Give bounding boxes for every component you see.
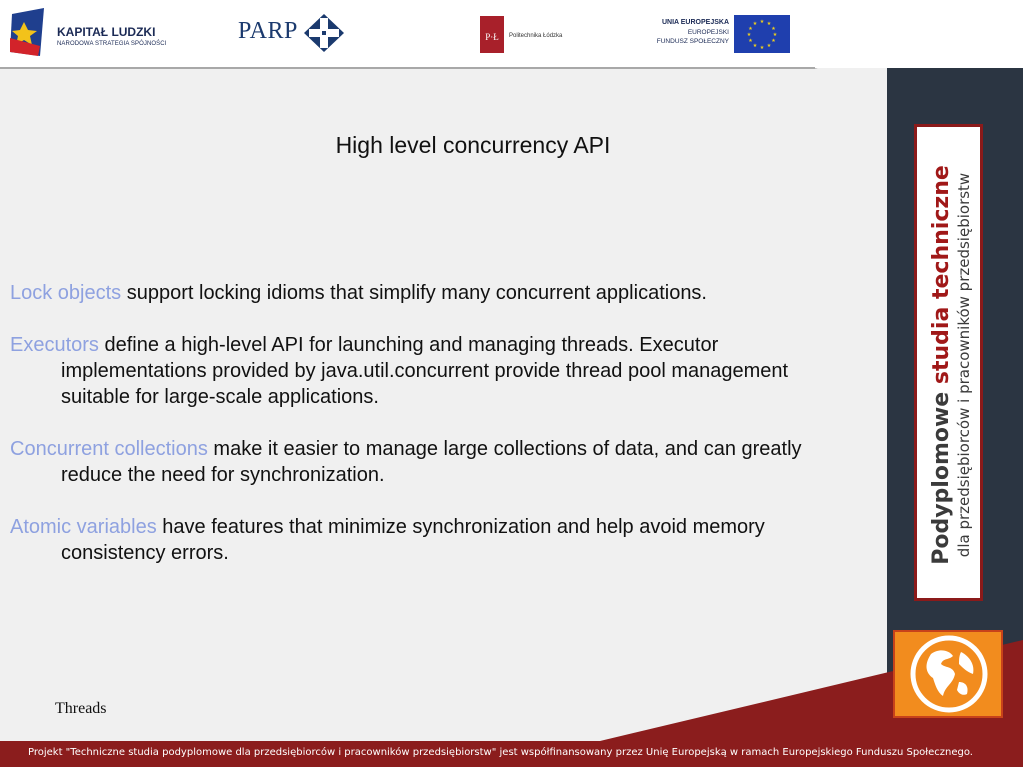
svg-text:★: ★ bbox=[752, 43, 758, 49]
header-bar bbox=[0, 0, 1023, 68]
item-text: make it easier to manage large collections of data, and can greatly reduce the need for synchronization. bbox=[61, 438, 802, 486]
link-atomic-variables[interactable]: Atomic variables bbox=[10, 516, 157, 538]
studies-banner bbox=[914, 124, 983, 601]
eu-line2: EUROPEJSKI bbox=[687, 29, 729, 36]
kapital-ludzki-title: KAPITAŁ LUDZKI bbox=[57, 25, 156, 39]
svg-text:★: ★ bbox=[759, 19, 765, 25]
parp-logo bbox=[238, 14, 348, 54]
link-executors[interactable]: Executors bbox=[10, 334, 99, 356]
svg-text:★: ★ bbox=[746, 32, 752, 38]
svg-text:★: ★ bbox=[771, 38, 776, 44]
svg-text:★: ★ bbox=[766, 21, 772, 27]
svg-text:★: ★ bbox=[752, 21, 758, 27]
eu-flag-icon bbox=[734, 15, 790, 53]
link-lock-objects[interactable]: Lock objects bbox=[10, 282, 122, 304]
banner-word2: studia bbox=[929, 306, 954, 385]
item-text: support locking idioms that simplify many concurrent applications. bbox=[121, 282, 707, 304]
svg-text:★: ★ bbox=[748, 38, 753, 44]
list-item bbox=[10, 514, 850, 566]
globe-icon bbox=[909, 634, 989, 714]
kapital-ludzki-icon bbox=[10, 8, 50, 58]
svg-text:P·Ł: P·Ł bbox=[485, 32, 499, 42]
svg-text:★: ★ bbox=[759, 45, 765, 51]
parp-icon bbox=[304, 14, 344, 52]
header-divider bbox=[0, 67, 815, 69]
politechnika-icon bbox=[480, 16, 506, 54]
item-text: define a high-level API for launching and managing threads. Executor implementations provided by java.util.concurrent provide thread pool management suitable for large-scale applications. bbox=[61, 334, 789, 408]
politechnika-label: Politechnika Łódzka bbox=[509, 33, 563, 39]
kapital-ludzki-subtitle: NARODOWA STRATEGIA SPÓJNOŚCI bbox=[57, 41, 167, 47]
link-concurrent-collections[interactable]: Concurrent collections bbox=[10, 438, 208, 460]
slide-footer-label: Threads bbox=[55, 700, 107, 717]
footer-text: Projekt "Techniczne studia podyplomowe dla przedsiębiorców i pracowników przedsiębiorstw" jest współfinansowany przez Unię Europejską w ramach Europejskiego Funduszu Społecznego. bbox=[28, 747, 973, 758]
svg-text:★: ★ bbox=[748, 26, 753, 32]
footer-bar bbox=[0, 741, 1023, 767]
banner-word3: techniczne bbox=[929, 165, 954, 299]
banner-word1: Podyplomowe bbox=[929, 391, 954, 565]
svg-text:★: ★ bbox=[772, 32, 778, 38]
slide-title: High level concurrency API bbox=[335, 132, 611, 158]
parp-text: PARP bbox=[238, 18, 298, 44]
banner-line2: dla przedsiębiorców i pracowników przedsiębiorstw bbox=[955, 172, 973, 558]
item-text: have features that minimize synchronization and help avoid memory consistency errors. bbox=[61, 516, 765, 564]
eu-line1: UNIA EUROPEJSKA bbox=[661, 19, 729, 26]
kapital-ludzki-logo bbox=[10, 8, 180, 58]
slide-content bbox=[10, 280, 850, 592]
svg-text:★: ★ bbox=[771, 26, 776, 32]
list-item bbox=[10, 280, 850, 306]
globe-badge bbox=[893, 630, 1003, 718]
studies-banner-text bbox=[929, 165, 973, 565]
eu-line3: FUNDUSZ SPOŁECZNY bbox=[656, 38, 729, 45]
list-item bbox=[10, 436, 850, 488]
svg-text:★: ★ bbox=[766, 43, 772, 49]
list-item bbox=[10, 332, 850, 410]
politechnika-logo bbox=[480, 16, 580, 54]
eu-logo bbox=[648, 15, 793, 55]
